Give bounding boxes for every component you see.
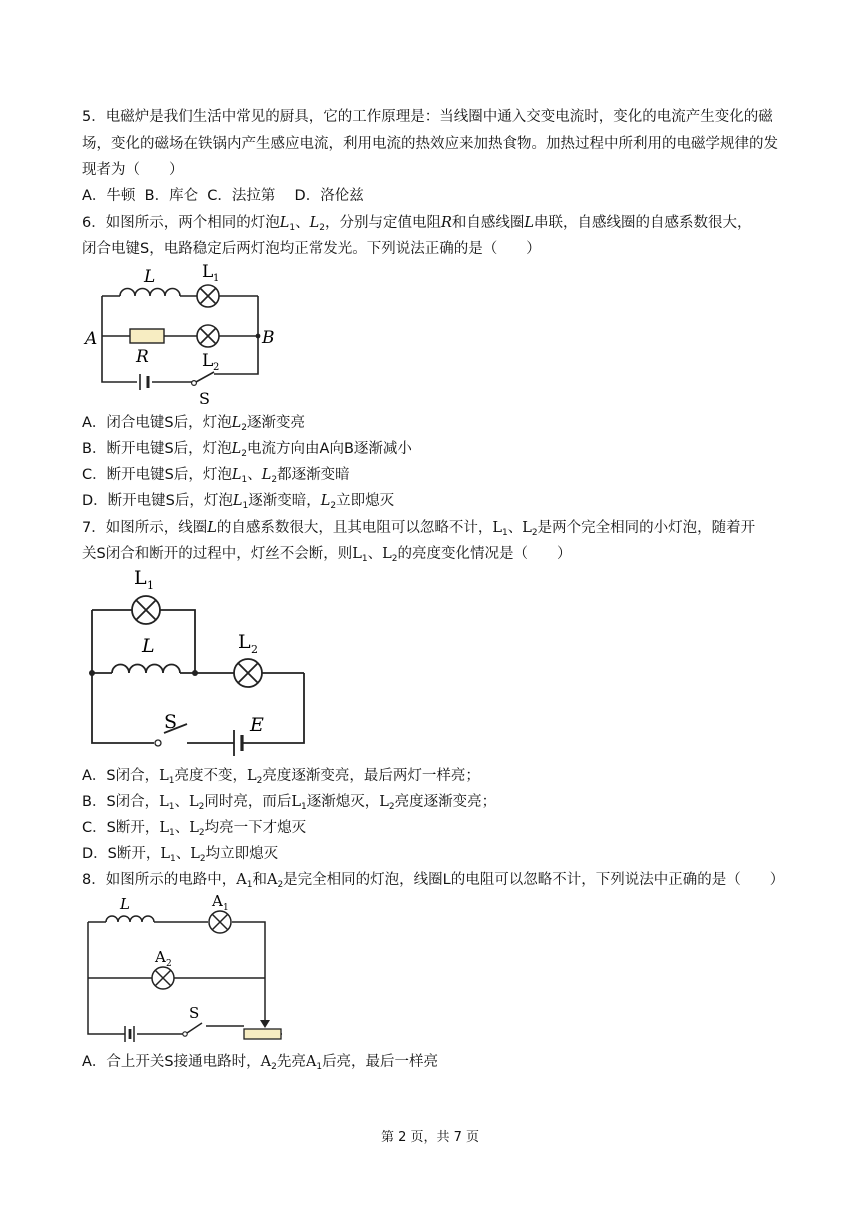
q7-option-c: C．S断开，$L_1$、$L_2$均亮一下才熄灭 bbox=[82, 820, 307, 838]
q6-label-L2: L bbox=[202, 351, 214, 371]
q8-rheostat bbox=[244, 1029, 281, 1039]
q8-label-A2: A bbox=[155, 948, 166, 966]
q8-label-S: S bbox=[189, 1004, 200, 1022]
svg-text:2: 2 bbox=[166, 959, 172, 969]
q6-option-c: C．断开电键S后，灯泡$L_1$、$L_2$都逐渐变暗 bbox=[82, 467, 350, 485]
q6-line-1: 6．如图所示，两个相同的灯泡$L_1$、$L_2$，分别与定值电阻R和自感线圈L串联，自感线圈的自感系数很大， bbox=[82, 215, 752, 233]
q6-label-B: B bbox=[262, 328, 275, 348]
svg-text:2: 2 bbox=[251, 643, 258, 656]
q5-line-3: 现者为（ ） bbox=[82, 162, 184, 178]
q6-option-d: D．断开电键S后，灯泡$L_1$逐渐变暗，$L_2$立即熄灭 bbox=[82, 493, 395, 511]
q7-option-d: D．S断开，$L_1$、$L_2$均立即熄灭 bbox=[82, 846, 279, 864]
q7-option-a: A．S闭合，$L_1$亮度不变，$L_2$亮度逐渐变亮，最后两灯一样亮； bbox=[82, 768, 480, 786]
q7-label-L2: L bbox=[238, 631, 251, 653]
q6-label-L1: L bbox=[202, 262, 214, 282]
q6-label-L: L bbox=[144, 267, 156, 287]
q5-options: A．牛顿 B．库仑 C．法拉第 D．洛伦兹 bbox=[82, 188, 364, 204]
q7-line-2: 关S闭合和断开的过程中，灯丝不会断，则$L_1$、$L_2$的亮度变化情况是（ ） bbox=[82, 546, 572, 564]
q6-label-R: R bbox=[136, 347, 149, 367]
q6-label-A: A bbox=[85, 329, 98, 349]
svg-text:1: 1 bbox=[213, 273, 220, 284]
q6-resistor bbox=[130, 329, 164, 343]
q6-option-b: B．断开电键S后，灯泡$L_2$电流方向由A向B逐渐减小 bbox=[82, 441, 412, 459]
q8-label-A1: A bbox=[212, 892, 223, 910]
q8-circuit-diagram bbox=[82, 892, 288, 1042]
q6-line-2: 闭合电键S，电路稳定后两灯泡均正常发光。下列说法正确的是（ ） bbox=[82, 241, 541, 257]
q7-label-L1: L bbox=[134, 567, 147, 589]
q6-option-a: A．闭合电键S后，灯泡$L_2$逐渐变亮 bbox=[82, 415, 305, 433]
svg-text:1: 1 bbox=[223, 903, 229, 913]
q8-option-a: A．合上开关S接通电路时，$A_2$先亮$A_1$后亮，最后一样亮 bbox=[82, 1054, 439, 1072]
svg-text:1: 1 bbox=[147, 579, 154, 592]
q7-option-b: B．S闭合，$L_1$、$L_2$同时亮，而后$L_1$逐渐熄灭，$L_2$亮度逐渐变亮； bbox=[82, 794, 497, 812]
q8-line-1: 8．如图所示的电路中，$A_1$和$A_2$是完全相同的灯泡，线圈L的电阻可以忽略不计，下列说法中正确的是（ ） bbox=[82, 872, 785, 890]
q7-label-L: L bbox=[142, 635, 155, 657]
svg-text:2: 2 bbox=[213, 362, 220, 373]
page-footer: 第 2 页，共 7 页 bbox=[380, 1130, 480, 1145]
q7-label-E: E bbox=[250, 714, 264, 736]
q6-label-S: S bbox=[199, 389, 210, 408]
q7-line-1: 7．如图所示，线圈L的自感系数很大，且其电阻可以忽略不计，$L_1$、$L_2$是两个完全相同的小灯泡，随着开 bbox=[82, 520, 756, 538]
q5-line-2: 场，变化的磁场在铁锅内产生感应电流，利用电流的热效应来加热食物。加热过程中所利用的电磁学规律的发 bbox=[82, 136, 778, 152]
q7-label-S: S bbox=[164, 711, 178, 733]
q7-circuit-diagram bbox=[82, 566, 314, 752]
q8-label-L: L bbox=[120, 895, 130, 913]
q6-circuit-diagram bbox=[82, 262, 282, 408]
q5-line-1: 5．电磁炉是我们生活中常见的厨具，它的工作原理是：当线圈中通入交变电流时，变化的电流产生变化的磁 bbox=[82, 109, 773, 125]
